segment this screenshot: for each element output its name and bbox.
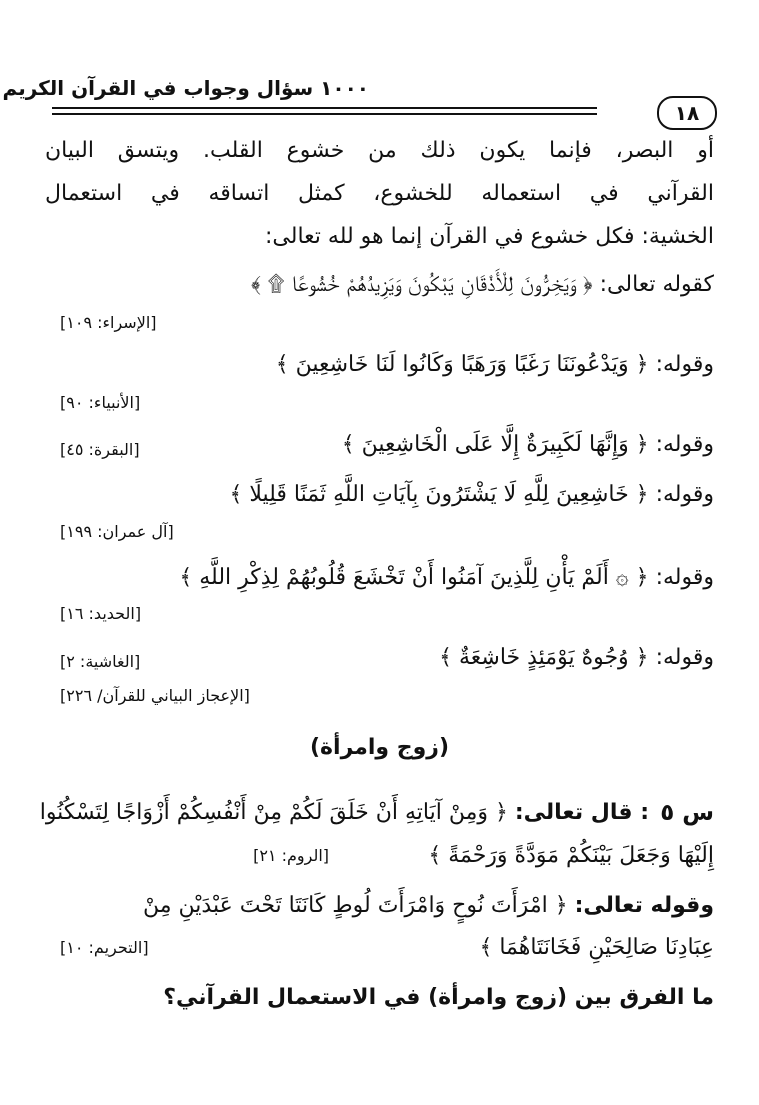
header-rule-top [52,107,597,109]
quote-5-intro: وقوله: [655,565,714,590]
question-quote-2-verse-line-1: ﴿ امْرَأَتَ نُوحٍ وَامْرَأَتَ لُوطٍ كَانَتَا تَحْتَ عَبْدَيْنِ مِنْ [143,893,568,918]
paragraph-line-1: أو البصر، فإنما يكون ذلك من خشوع القلب. ويتسق البيان [45,138,714,163]
quote-6-reference: [الغاشية: ٢] [60,652,141,671]
page-number-badge: ١٨ [657,96,717,130]
quote-5-reference: [الحديد: ١٦] [60,604,142,623]
quote-3-intro: وقوله: [655,432,714,457]
question-quote-2 [143,893,714,918]
question-quote-1 [40,800,649,825]
quote-5-verse: ﴿ ۞ أَلَمْ يَأْنِ لِلَّذِينَ آمَنُوا أَنْ تَخْشَعَ قُلُوبُهُمْ لِذِكْرِ اللَّهِ ﴾ [179,565,649,590]
quote-2-reference: [الأنبياء: ٩٠] [60,393,141,412]
running-header-title: ١٠٠٠ سؤال وجواب في القرآن الكريم [2,76,369,100]
quote-1 [251,272,714,297]
quote-4 [229,482,714,507]
header-rule-bottom [52,113,597,115]
quote-2 [276,352,714,377]
quote-4-verse: ﴿ خَاشِعِينَ لِلَّهِ لَا يَشْتَرُونَ بِآيَاتِ اللَّهِ ثَمَنًا قَلِيلًا ﴾ [229,482,649,507]
question-quote-1-verse-line-1: ﴿ وَمِنْ آيَاتِهِ أَنْ خَلَقَ لَكُمْ مِنْ أَنْفُسِكُمْ أَزْوَاجًا لِتَسْكُنُوا [39,800,508,825]
quote-2-intro: وقوله: [655,352,714,377]
question-quote-2-reference: [التحريم: ١٠] [60,938,149,957]
quote-3 [342,432,714,457]
quote-1-intro: كقوله تعالى: [599,272,714,297]
question-quote-2-intro: وقوله تعالى: [574,893,714,918]
question-number: س ٥ [660,800,714,826]
quote-6 [439,645,714,670]
question-quote-2-verse-line-2: عِبَادِنَا صَالِحَيْنِ فَخَانَتَاهُمَا ﴾ [479,935,714,960]
quote-5 [179,565,714,590]
question-quote-2-line-2 [479,935,714,960]
quote-4-intro: وقوله: [655,482,714,507]
quote-3-verse: ﴿ وَإِنَّهَا لَكَبِيرَةٌ إِلَّا عَلَى الْخَاشِعِينَ ﴾ [341,432,649,457]
question-quote-1-reference: [الروم: ٢١] [253,846,329,865]
quote-2-verse: ﴿ وَيَدْعُونَنَا رَغَبًا وَرَهَبًا وَكَانُوا لَنَا خَاشِعِينَ ﴾ [275,352,649,377]
source-reference: [الإعجاز البياني للقرآن/ ٢٢٦] [60,686,250,705]
quote-6-intro: وقوله: [655,645,714,670]
question-quote-1-verse-line-2: إِلَيْهَا وَجَعَلَ بَيْنَكُمْ مَوَدَّةً وَرَحْمَةً ﴾ [428,843,714,868]
paragraph-line-2: القرآني في استعماله للخشوع، كمثل اتساقه في استعمال [45,181,714,206]
quote-4-reference: [آل عمران: ١٩٩] [60,522,174,541]
final-question: ما الفرق بين (زوج وامرأة) في الاستعمال القرآني؟ [163,985,714,1010]
quote-3-reference: [البقرة: ٤٥] [60,440,140,459]
quote-1-verse: ﴿ وَيَخِرُّونَ لِلْأَذْقَانِ يَبْكُونَ وَيَزِيدُهُمْ خُشُوعًا ۩ ﴾ [251,272,593,297]
question-quote-1-intro: : قال تعالى: [514,800,649,825]
quote-6-verse: ﴿ وُجُوهٌ يَوْمَئِذٍ خَاشِعَةٌ ﴾ [439,645,649,670]
question-quote-1-line-2 [428,843,714,868]
section-heading: (زوج وامرأة) [309,735,449,760]
paragraph-line-3: الخشية: فكل خشوع في القرآن إنما هو لله تعالى: [265,224,714,249]
quote-1-reference: [الإسراء: ١٠٩] [60,313,157,332]
